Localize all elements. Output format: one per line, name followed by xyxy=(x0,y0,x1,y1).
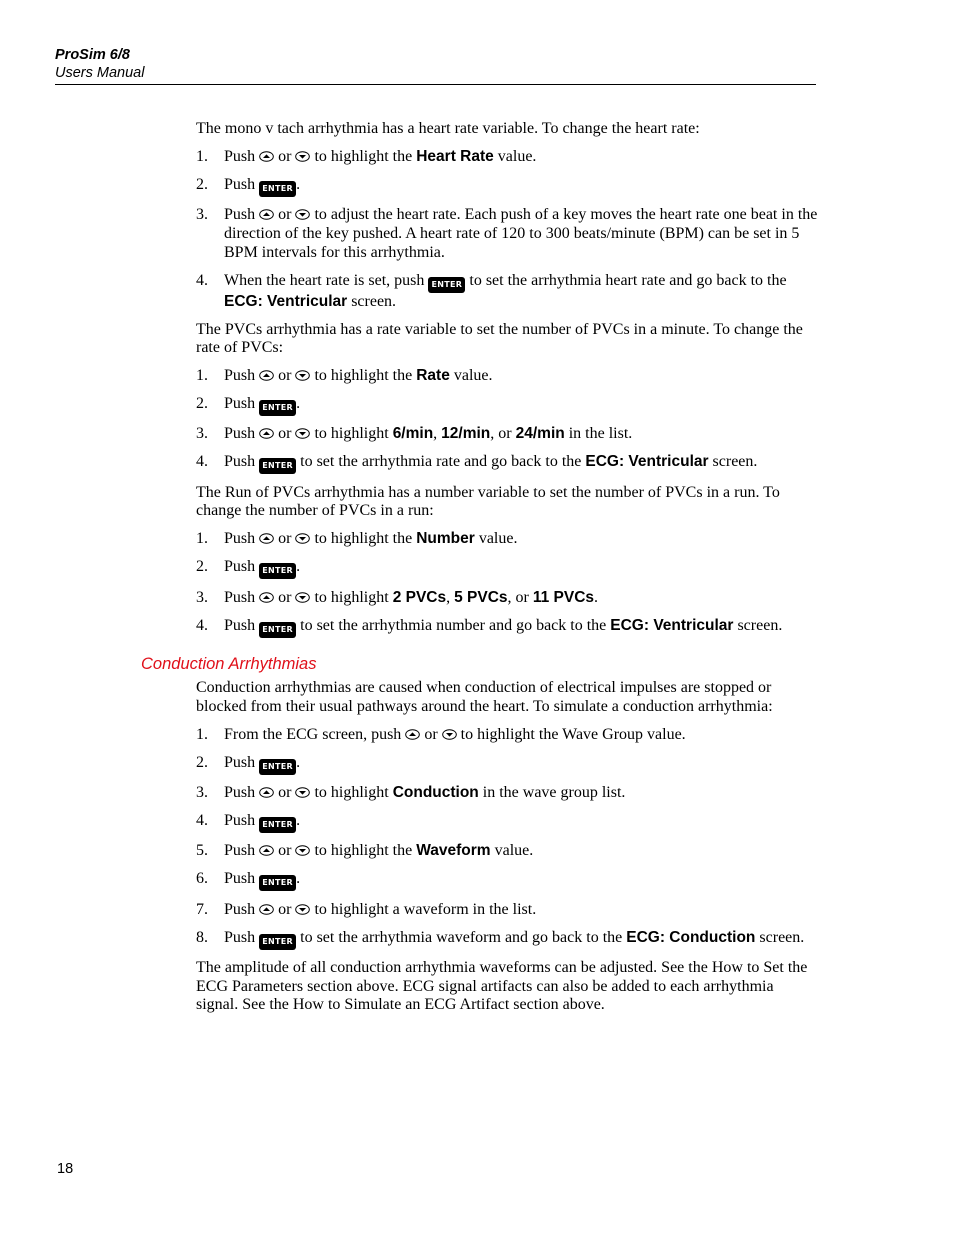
conduction-outro: The amplitude of all conduction arrhythmia waveforms can be adjusted. See the How to Set the ECG Parameters section above. ECG signal artifacts can also be added to each arrhythmia signal. See the How to Simulate an ECG Artifact section above. xyxy=(196,959,808,1014)
list-item: 4. Push ENTER to set the arrhythmia number and go back to the ECG: Ventricular screen. xyxy=(196,617,818,638)
list-item: 6. Push ENTER . xyxy=(196,870,818,891)
list-item: 3. Push or to highlight Conduction in the wave group list. xyxy=(196,783,626,801)
list-item: 1. Push or to highlight the Rate value. xyxy=(196,367,493,385)
page-header xyxy=(55,46,816,85)
down-arrow-key-icon xyxy=(295,902,310,913)
list-item: 1. Push or to highlight the Heart Rate value. xyxy=(196,147,537,165)
list-item: 2. Push ENTER . xyxy=(196,176,818,197)
up-arrow-key-icon xyxy=(259,149,274,160)
enter-key-icon: ENTER xyxy=(259,181,296,197)
enter-key-icon: ENTER xyxy=(259,400,296,416)
down-arrow-key-icon xyxy=(295,590,310,601)
conduction-body xyxy=(196,679,818,1024)
list-item: 3. Push or to adjust the heart rate. Each push of a key moves the heart rate one beat in the direction of the key pushed. A heart rate of 120 to 300 beats/minute (BPM) can be set in 5 BPM intervals for this arrhythmia. xyxy=(196,206,818,261)
run-steps xyxy=(196,530,818,637)
conduction-steps xyxy=(196,726,818,950)
page-body xyxy=(196,120,818,647)
up-arrow-key-icon xyxy=(259,368,274,379)
manual-subtitle: Users Manual xyxy=(55,65,145,81)
up-arrow-key-icon xyxy=(259,785,274,796)
list-item: 1. Push or to highlight the Number value. xyxy=(196,530,518,548)
manual-title: ProSim 6/8 xyxy=(55,47,130,63)
down-arrow-key-icon xyxy=(295,368,310,379)
vtach-intro: The mono v tach arrhythmia has a heart rate variable. To change the heart rate: xyxy=(196,120,700,137)
down-arrow-key-icon xyxy=(295,531,310,542)
pvc-steps xyxy=(196,367,818,474)
list-item: 3. Push or to highlight 2 PVCs, 5 PVCs, or 11 PVCs. xyxy=(196,588,599,606)
down-arrow-key-icon xyxy=(295,785,310,796)
down-arrow-key-icon xyxy=(295,207,310,218)
list-item: 2. Push ENTER . xyxy=(196,395,818,416)
up-arrow-key-icon xyxy=(259,207,274,218)
enter-key-icon: ENTER xyxy=(259,759,296,775)
list-item: 2. Push ENTER . xyxy=(196,754,818,775)
enter-key-icon: ENTER xyxy=(259,875,296,891)
enter-key-icon: ENTER xyxy=(428,277,465,293)
list-item: 7. Push or to highlight a waveform in the list. xyxy=(196,900,537,918)
conduction-intro: Conduction arrhythmias are caused when conduction of electrical impulses are stopped or blocked from their usual pathways around the heart. To simulate a conduction arrhythmia: xyxy=(196,679,773,715)
list-item: 3. Push or to highlight 6/min, 12/min, or 24/min in the list. xyxy=(196,425,633,443)
vtach-steps xyxy=(196,148,818,311)
list-item: 8. Push ENTER to set the arrhythmia waveform and go back to the ECG: Conduction screen. xyxy=(196,929,818,950)
down-arrow-key-icon xyxy=(442,727,457,738)
enter-key-icon: ENTER xyxy=(259,458,296,474)
up-arrow-key-icon xyxy=(259,531,274,542)
up-arrow-key-icon xyxy=(405,727,420,738)
enter-key-icon: ENTER xyxy=(259,622,296,638)
pvc-intro: The PVCs arrhythmia has a rate variable to set the number of PVCs in a minute. To change the rate of PVCs: xyxy=(196,320,803,357)
section-heading: Conduction Arrhythmias xyxy=(141,655,317,673)
enter-key-icon: ENTER xyxy=(259,934,296,950)
up-arrow-key-icon xyxy=(259,902,274,913)
down-arrow-key-icon xyxy=(295,149,310,160)
list-item: 1. From the ECG screen, push or to highlight the Wave Group value. xyxy=(196,725,686,743)
down-arrow-key-icon xyxy=(295,426,310,437)
down-arrow-key-icon xyxy=(295,843,310,854)
list-item: 4. When the heart rate is set, push ENTER to set the arrhythmia heart rate and go back to the ECG: Ventricular screen. xyxy=(196,271,787,310)
run-intro: The Run of PVCs arrhythmia has a number variable to set the number of PVCs in a run. To change the number of PVCs in a run: xyxy=(196,483,780,520)
list-item: 4. Push ENTER . xyxy=(196,812,818,833)
enter-key-icon: ENTER xyxy=(259,817,296,833)
page-number: 18 xyxy=(57,1161,74,1177)
up-arrow-key-icon xyxy=(259,590,274,601)
up-arrow-key-icon xyxy=(259,843,274,854)
enter-key-icon: ENTER xyxy=(259,563,296,579)
list-item: 4. Push ENTER to set the arrhythmia rate and go back to the ECG: Ventricular screen. xyxy=(196,453,818,474)
up-arrow-key-icon xyxy=(259,426,274,437)
list-item: 2. Push ENTER . xyxy=(196,558,818,579)
list-item: 5. Push or to highlight the Waveform value. xyxy=(196,842,534,860)
